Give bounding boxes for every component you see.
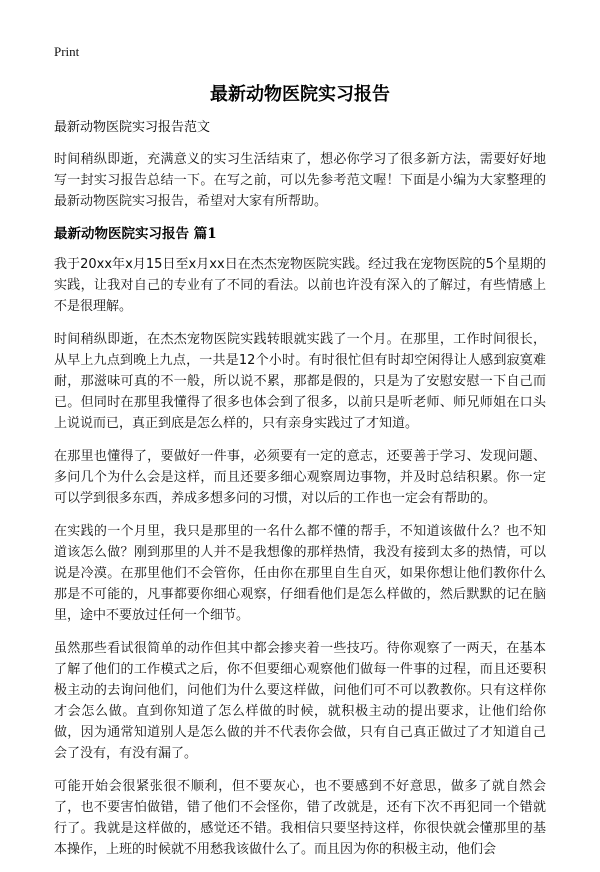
- body-paragraph-3: 在那里也懂得了，要做好一件事，必须要有一定的意志，还要善于学习、发现问题、多问几个为什么会是这样，而且还要多细心观察周边事物，并及时总结积累。你一定可以学到很多东西，养成多想多问的习惯，对以后的工作也一定会有帮助的。: [54, 449, 546, 506]
- page-title: 最新动物医院实习报告: [210, 84, 390, 105]
- section-heading: 最新动物医院实习报告 篇1: [54, 226, 217, 242]
- print-link[interactable]: Print: [54, 44, 80, 59]
- body-paragraph-5: 虽然那些看试很简单的动作但其中都会掺夹着一些技巧。待你观察了一两天，在基本了解了他们的工作模式之后，你不但要细心观察他们做每一件事的过程，而且还要积极主动的去询问他们，问他们为什么要这样做，问他们可不可以教教你。只有这样你才会怎么做。直到你知道了怎么样做的时候，就积极主动的提出要求，让他们给你做，因为通常知道别人是怎么做的并不代表你会做，只有自己真正做过了才知道自己会了没有，有没有漏了。: [54, 641, 546, 761]
- intro-paragraph: 时间稍纵即逝，充满意义的实习生活结束了，想必你学习了很多新方法，需要好好地写一封实习报告总结一下。在写之前，可以先参考范文喔！下面是小编为大家整理的最新动物医院实习报告，希望对大家有所帮助。: [54, 152, 546, 209]
- body-paragraph-2: 时间稍纵即逝，在杰杰宠物医院实践转眼就实践了一个月。在那里，工作时间很长，从早上九点到晚上九点，一共是12个小时。有时很忙但有时却空闲得让人感到寂寞难耐，那滋味可真的不一般，所以说不累，那都是假的，只是为了安慰安慰一下自己而已。但同时在那里我懂得了很多也体会到了很多，以前只是听老师、师兄师姐在口头上说说而已，真正到底是怎么样的，只有亲身实践过了才知道。: [54, 332, 546, 431]
- body-paragraph-6: 可能开始会很紧张很不顺利，但不要灰心，也不要感到不好意思，做多了就自然会了，也不要害怕做错，错了他们不会怪你，错了改就是，还有下次不再犯同一个错就行了。我就是这样做的，感觉还不错。我相信只要坚持这样，你很快就会懂那里的基本操作，上班的时候就不用愁我该做什么了。而且因为你的积极主动，他们会: [54, 779, 546, 857]
- body-paragraph-1: 我于20xx年x月15日至x月xx日在杰杰宠物医院实践。经过我在宠物医院的5个星期的实践，让我对自己的专业有了不同的看法。以前也许没有深入的了解过，有些情感上不是很理解。: [54, 257, 546, 314]
- body-paragraph-4: 在实践的一个月里，我只是那里的一名什么都不懂的帮手，不知道该做什么？也不知道该怎么做？刚到那里的人并不是我想像的那样热情，我没有接到太多的热情，可以说是冷漠。在那里他们不会管你，任由你在那里自生自灭，如果你想让他们教你什么那是不可能的，凡事都要你细心观察，仔细看他们是怎么样做的，然后默默的记在脑里，途中不要放过任何一个细节。: [54, 524, 546, 623]
- document-subtitle: 最新动物医院实习报告范文: [54, 120, 211, 135]
- document-body: [54, 118, 546, 872]
